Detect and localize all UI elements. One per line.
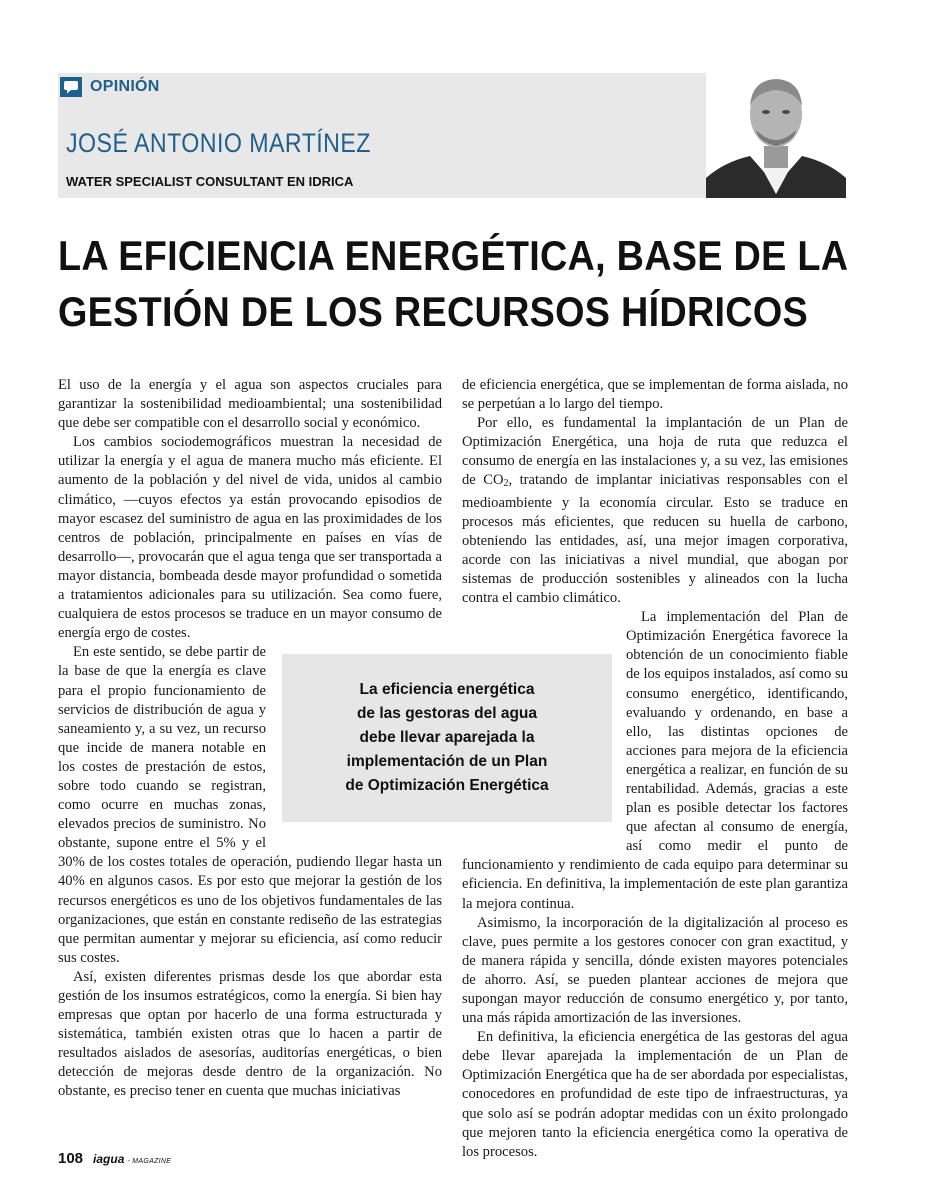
paragraph: de eficiencia energética, que se implementan de forma aislada, no se perpetúan a lo largo del tiempo.	[462, 377, 848, 413]
paragraph	[462, 414, 848, 608]
subscript: 2	[503, 478, 509, 490]
magazine-brand: iagua	[93, 1152, 125, 1166]
pull-quote-text: La eficiencia energética de las gestoras del agua debe llevar aparejada la implementación de un Plan de Optimización Energética	[345, 681, 549, 794]
paragraph: Así, existen diferentes prismas desde los que abordar esta gestión de los insumos estratégicos, como la energía. Si bien hay empresas que optan por hacerlo de una forma estructurada y sistemática, también existen otras que lo hacen a partir de resultados aislados de asesorías, auditorías energéticas, o bien detección de mejoras desde dentro de la organización. No obstante, es preciso tener en cuenta que muchas iniciativas	[58, 968, 442, 1100]
magazine-brand-sub: - MAGAZINE	[127, 1158, 172, 1165]
section-label: OPINIÓN	[90, 78, 160, 95]
author-role: WATER SPECIALIST CONSULTANT EN IDRICA	[66, 174, 354, 189]
article-title	[58, 228, 878, 340]
paragraph: Asimismo, la incorporación de la digitalización al proceso es clave, pues permite a los gestores conocer con gran exactitud, y de manera rápida y sencilla, dónde existen mayores potenciales de ahorro. Así, se pueden plantear acciones de mejora que supongan mayor reducción de consumo energético y, por tanto, una más rápida amortización de las inversiones.	[462, 914, 848, 1027]
section-header	[58, 73, 160, 101]
paragraph: En definitiva, la eficiencia energética de las gestoras del agua debe llevar aparejada la implementación de un Plan de Optimización Energética que ha de ser abordada por especialistas, conocedores en profundidad de este tipo de infraestructuras, ya que solo así se podrán adoptar medidas con un éxito prolongado que mejoren tanto la eficiencia energética como la operativa de los procesos.	[462, 1029, 848, 1160]
author-portrait	[706, 66, 846, 198]
paragraph-text: Por ello, es fundamental la implantación de un Plan de Optimización Energética, una hoja de ruta que reduzca el consumo de energía en las instalaciones y, a su vez, las emisiones de CO	[462, 415, 848, 489]
author-name: JOSÉ ANTONIO MARTÍNEZ	[66, 128, 371, 158]
page-number: 108	[58, 1150, 84, 1167]
title-line-1: LA EFICIENCIA ENERGÉTICA, BASE DE LA	[58, 232, 849, 279]
paragraph: El uso de la energía y el agua son aspectos cruciales para garantizar la sostenibilidad medioambiental; una sostenibilidad que debe ser compatible con el desarrollo social y económico.	[58, 377, 442, 432]
paragraph-text: , tratando de implantar iniciativas responsables con el medioambiente y la economía circular. Esto se traduce en procesos más eficientes, que reducen su huella de carbono, obteniendo las entidades, así, una mejor imagen corporativa, acorde con las iniciativas a nivel mundial, que abogan por sistemas de producción sostenibles y alineados con la lucha contra el cambio climático.	[462, 472, 849, 607]
pull-quote	[282, 654, 612, 822]
title-line-2: GESTIÓN DE LOS RECURSOS HÍDRICOS	[58, 288, 809, 335]
paragraph: Los cambios sociodemográficos muestran la necesidad de utilizar la energía y el agua de manera mucho más eficiente. El aumento de la población y del nivel de vida, unidos al cambio climático, —cuyos efectos ya están provocando episodios de mayor escasez del suministro de agua en las proximidades de los centros de población, principalmente en países en vías de desarrollo—, provocarán que el agua tenga que ser transportada a mayor distancia, bombeada desde mayor profundidad o sometida a tratamientos adicionales para su utilización. Sea como fuere, cualquiera de estos procesos se traduce en un mayor consumo de energía ergo de costes.	[58, 434, 442, 642]
page-footer	[58, 1150, 171, 1167]
paragraph: La implementación del Plan de Optimización Energética favorece la obtención de un conocimiento fiable de los equipos instalados, así como su consumo energético, identificando, evaluando y ordenando, en base a ello, las distintas opciones de acciones para mejora de la eficiencia energética a realizar, en función de su rentabilidad. Además, gracias a este plan es posible detectar los factores que afectan al consumo de energía, así como medir el punto de funcionamiento y rendimiento de cada equipo para determinar su eficiencia. En definitiva, la implementación de este plan garantiza la mejora continua.	[462, 609, 848, 912]
speech-bubble-icon	[60, 77, 82, 97]
paragraph: En este sentido, se debe partir de la base de que la energía es clave para el propio funcionamiento de servicios de distribución de agua y saneamiento y, a su vez, un recurso que incide de manera notable en los costes de prestación de estos, sobre todo cuando se registran, como ocurre en muchas zonas, elevados precios de suministro. No obstante, supone entre el 5% y el 30% de los costes totales de operación, pudiendo llegar hasta un 40% en algunos casos. Es por esto que mejorar la gestión de los recursos energéticos es uno de los objetivos fundamentales de las organizaciones, que están en constante rediseño de las estrategias que permitan aumentar y mejorar su eficiencia, así como reducir sus costes.	[58, 644, 442, 966]
